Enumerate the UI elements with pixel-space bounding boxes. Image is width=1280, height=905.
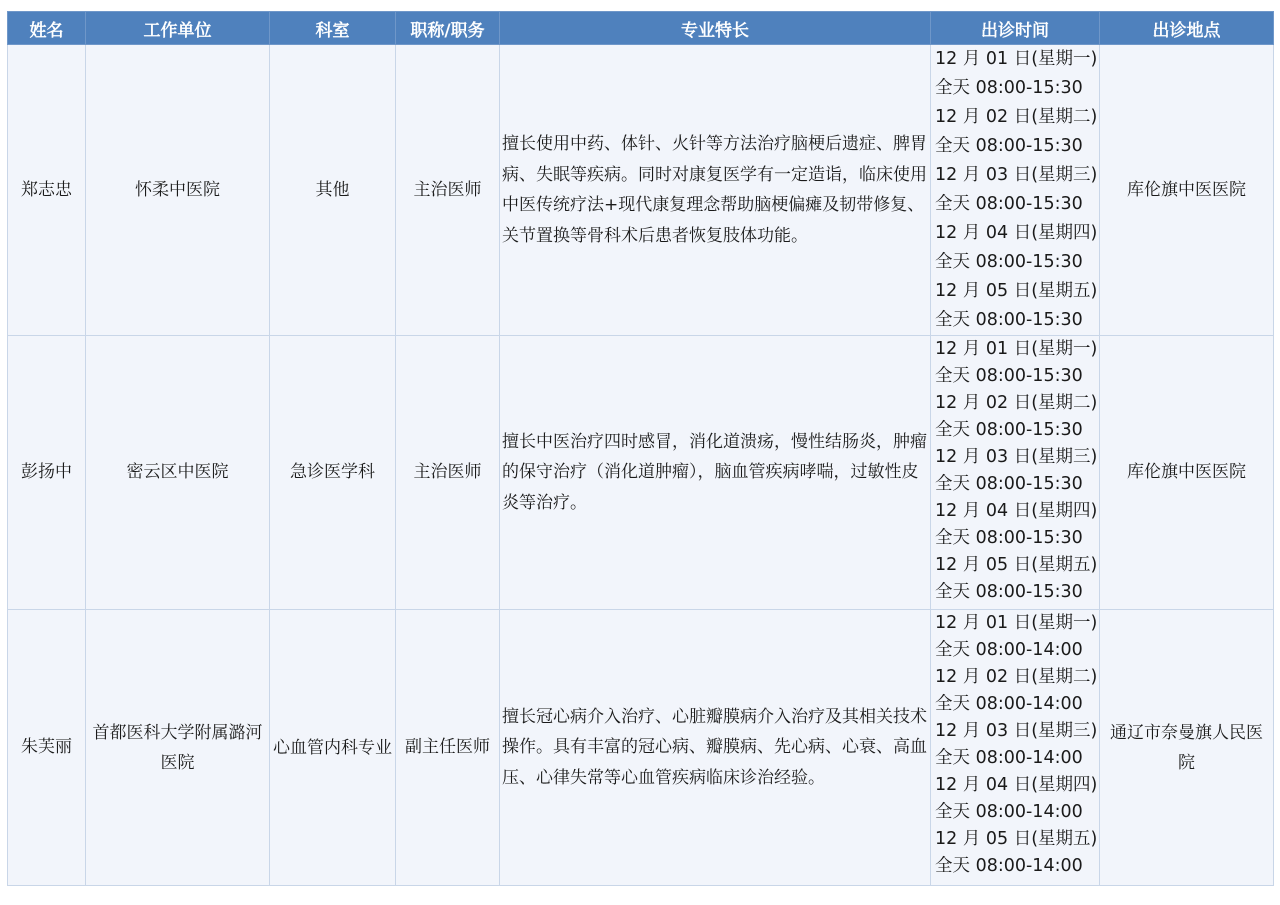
schedule-hours: 全天 08:00-15:30	[935, 366, 1083, 386]
schedule-date: 12 月 05 日(星期五)	[935, 555, 1098, 575]
schedule-hours: 全天 08:00-15:30	[935, 78, 1083, 98]
schedule-hours: 全天 08:00-15:30	[935, 252, 1083, 272]
schedule-date: 12 月 03 日(星期三)	[935, 447, 1098, 467]
clinic-place: 库伦旗中医医院	[1100, 336, 1274, 610]
schedule-hours: 全天 08:00-15:30	[935, 136, 1083, 156]
schedule-date: 12 月 04 日(星期四)	[935, 223, 1098, 243]
schedule-date: 12 月 03 日(星期三)	[935, 165, 1098, 185]
schedule-hours: 全天 08:00-15:30	[935, 310, 1083, 330]
job-title: 副主任医师	[396, 610, 500, 886]
header-name: 姓名	[8, 12, 86, 45]
schedule-date: 12 月 04 日(星期四)	[935, 775, 1098, 795]
schedule-date: 12 月 01 日(星期一)	[935, 339, 1098, 359]
schedule-hours: 全天 08:00-15:30	[935, 582, 1083, 602]
department: 心血管内科专业	[270, 610, 396, 886]
schedule-date: 12 月 03 日(星期三)	[935, 721, 1098, 741]
department: 急诊医学科	[270, 336, 396, 610]
work-unit: 首都医科大学附属潞河医院	[86, 610, 270, 886]
schedule-hours: 全天 08:00-14:00	[935, 748, 1083, 768]
clinic-schedule	[931, 45, 1100, 336]
doctor-schedule-table	[7, 11, 1274, 886]
job-title: 主治医师	[396, 45, 500, 336]
schedule-hours: 全天 08:00-14:00	[935, 856, 1083, 876]
doctor-name: 彭扬中	[8, 336, 86, 610]
header-unit: 工作单位	[86, 12, 270, 45]
schedule-date: 12 月 02 日(星期二)	[935, 393, 1098, 413]
table-row	[8, 45, 1274, 336]
specialty: 擅长中医治疗四时感冒，消化道溃疡，慢性结肠炎，肿瘤的保守治疗（消化道肿瘤），脑血管疾病哮喘，过敏性皮炎等治疗。	[500, 336, 931, 610]
specialty: 擅长使用中药、体针、火针等方法治疗脑梗后遗症、脾胃病、失眠等疾病。同时对康复医学有一定造诣，临床使用中医传统疗法+现代康复理念帮助脑梗偏瘫及韧带修复、关节置换等骨科术后患者恢复肢体功能。	[500, 45, 931, 336]
doctor-name: 朱芙丽	[8, 610, 86, 886]
clinic-schedule	[931, 610, 1100, 886]
specialty: 擅长冠心病介入治疗、心脏瓣膜病介入治疗及其相关技术操作。具有丰富的冠心病、瓣膜病、先心病、心衰、高血压、心律失常等心血管疾病临床诊治经验。	[500, 610, 931, 886]
schedule-date: 12 月 05 日(星期五)	[935, 281, 1098, 301]
schedule-date: 12 月 04 日(星期四)	[935, 501, 1098, 521]
job-title: 主治医师	[396, 336, 500, 610]
clinic-place: 通辽市奈曼旗人民医院	[1100, 610, 1274, 886]
header-row	[8, 12, 1274, 45]
clinic-schedule	[931, 336, 1100, 610]
clinic-place: 库伦旗中医医院	[1100, 45, 1274, 336]
header-time: 出诊时间	[931, 12, 1100, 45]
schedule-hours: 全天 08:00-15:30	[935, 420, 1083, 440]
schedule-hours: 全天 08:00-14:00	[935, 640, 1083, 660]
department: 其他	[270, 45, 396, 336]
header-dept: 科室	[270, 12, 396, 45]
work-unit: 密云区中医院	[86, 336, 270, 610]
table-row	[8, 336, 1274, 610]
header-specialty: 专业特长	[500, 12, 931, 45]
header-title: 职称/职务	[396, 12, 500, 45]
table-row	[8, 610, 1274, 886]
schedule-hours: 全天 08:00-15:30	[935, 474, 1083, 494]
schedule-date: 12 月 02 日(星期二)	[935, 667, 1098, 687]
header-place: 出诊地点	[1100, 12, 1274, 45]
schedule-hours: 全天 08:00-15:30	[935, 194, 1083, 214]
schedule-hours: 全天 08:00-14:00	[935, 802, 1083, 822]
work-unit: 怀柔中医院	[86, 45, 270, 336]
schedule-date: 12 月 01 日(星期一)	[935, 49, 1098, 69]
schedule-date: 12 月 05 日(星期五)	[935, 829, 1098, 849]
schedule-date: 12 月 01 日(星期一)	[935, 613, 1098, 633]
schedule-hours: 全天 08:00-14:00	[935, 694, 1083, 714]
schedule-date: 12 月 02 日(星期二)	[935, 107, 1098, 127]
doctor-name: 郑志忠	[8, 45, 86, 336]
schedule-hours: 全天 08:00-15:30	[935, 528, 1083, 548]
